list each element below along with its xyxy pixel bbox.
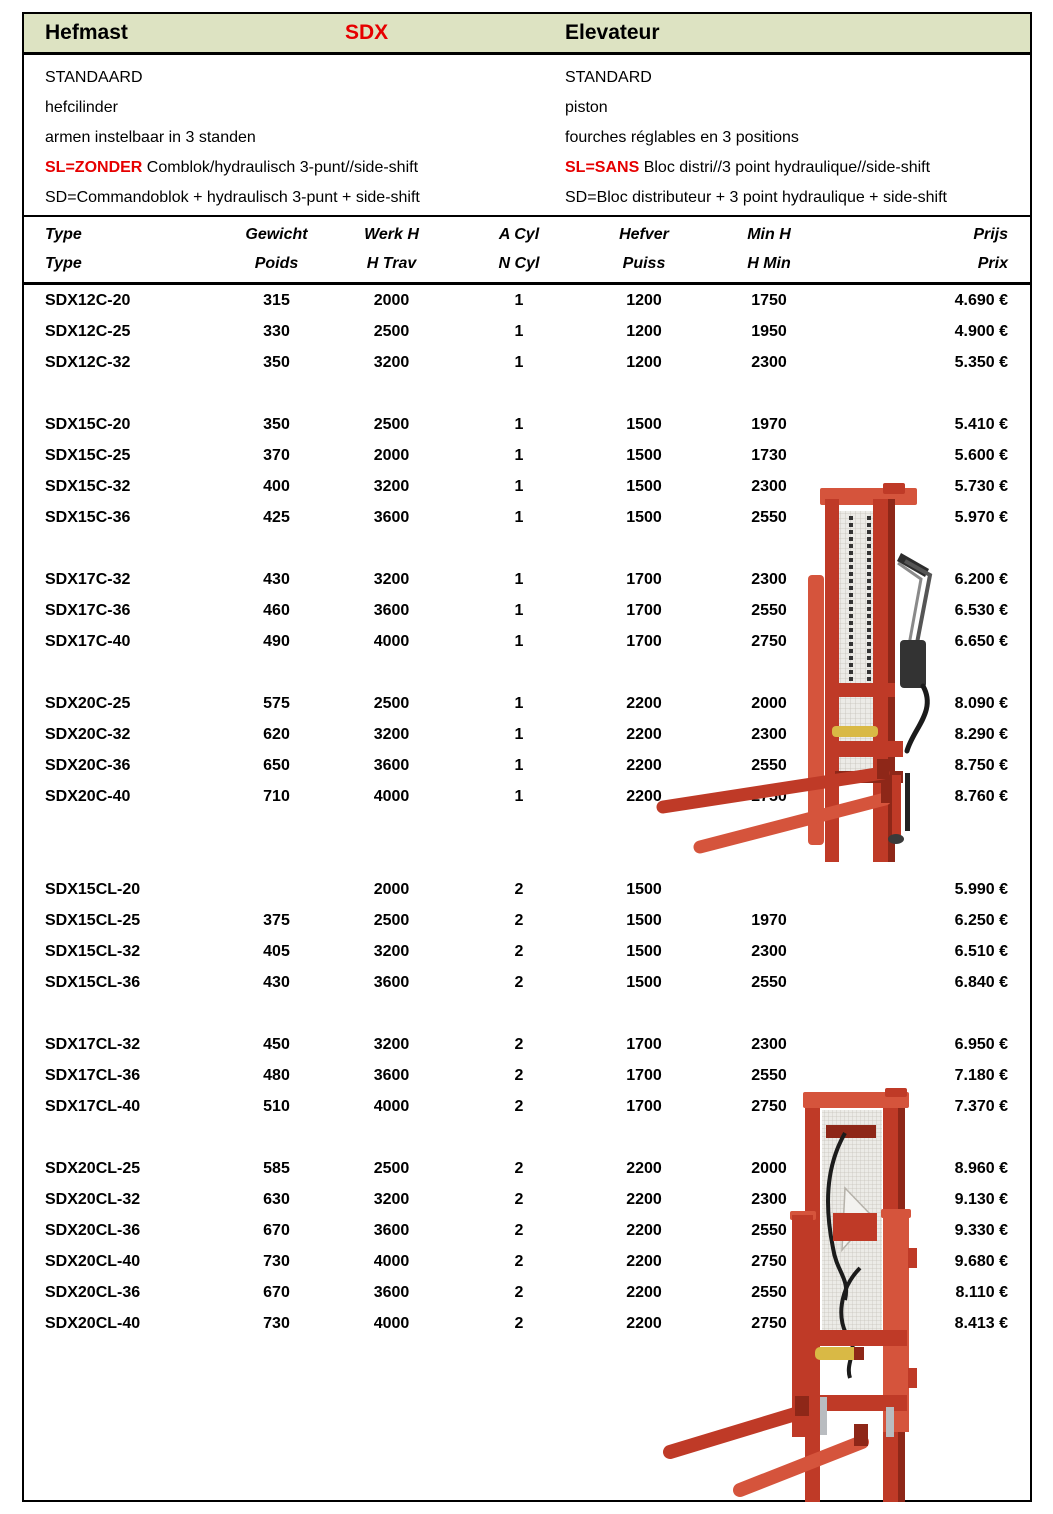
type-cell: SDX20CL-36	[45, 1283, 141, 1301]
title-sdx: SDX	[345, 21, 389, 44]
hefver-cell: 1700	[626, 570, 662, 588]
type-cell: SDX15C-32	[45, 477, 131, 495]
acyl-cell: 1	[514, 756, 524, 774]
table-row	[24, 967, 1030, 998]
acyl-cell: 2	[514, 942, 524, 960]
type-cell: SDX20CL-40	[45, 1314, 141, 1332]
desc-fr: piston	[565, 99, 608, 116]
description-fr	[565, 129, 1030, 147]
minh-cell: 1950	[751, 322, 787, 340]
acyl-cell: 1	[514, 570, 524, 588]
minh-cell: 2550	[751, 1221, 787, 1239]
minh-cell: 2300	[751, 353, 787, 371]
col-header-label: Prix	[977, 254, 1008, 272]
minh-cell: 1970	[751, 911, 787, 929]
col-header-label: N Cyl	[498, 254, 540, 272]
prijs-cell: 4.900 €	[954, 322, 1008, 340]
description-row	[24, 63, 1030, 93]
col-head-line2	[24, 249, 1030, 278]
gewicht-cell: 450	[263, 1035, 290, 1053]
prijs-cell: 5.990 €	[954, 880, 1008, 898]
werkh-cell: 3600	[373, 1283, 410, 1301]
type-cell: SDX20CL-40	[45, 1252, 141, 1270]
description-fr	[565, 69, 1030, 87]
table-row	[24, 316, 1030, 347]
description-nl	[45, 189, 565, 207]
acyl-cell: 1	[514, 632, 524, 650]
werkh-cell: 3200	[373, 477, 410, 495]
type-cell: SDX15C-25	[45, 446, 131, 464]
type-cell: SDX20C-32	[45, 725, 131, 743]
table-row	[24, 1246, 1030, 1277]
desc-fr: fourches réglables en 3 positions	[565, 129, 799, 146]
spacer-row	[24, 657, 1030, 688]
type-cell: SDX17CL-36	[45, 1066, 141, 1084]
type-cell: SDX15CL-36	[45, 973, 141, 991]
col-header-label: Type	[45, 225, 82, 243]
desc-fr-red: SL=SANS	[565, 159, 640, 176]
desc-nl-red: SL=ZONDER	[45, 159, 143, 176]
acyl-cell: 2	[514, 1283, 524, 1301]
desc-nl: hefcilinder	[45, 99, 118, 116]
prijs-cell: 7.370 €	[954, 1097, 1008, 1115]
prijs-cell: 8.760 €	[954, 787, 1008, 805]
hefver-cell: 2200	[626, 1190, 662, 1208]
minh-cell: 2550	[751, 973, 787, 991]
hefver-cell: 1700	[626, 1097, 662, 1115]
type-cell: SDX15C-36	[45, 508, 131, 526]
hefver-cell: 2200	[626, 694, 662, 712]
minh-cell: 2750	[751, 1314, 787, 1332]
minh-cell: 1970	[751, 415, 787, 433]
prijs-cell: 6.250 €	[954, 911, 1008, 929]
prijs-cell: 5.730 €	[954, 477, 1008, 495]
hefver-cell: 1700	[626, 601, 662, 619]
minh-cell: 2550	[751, 756, 787, 774]
gewicht-cell: 480	[263, 1066, 290, 1084]
description-fr	[565, 99, 1030, 117]
col-header-label: A Cyl	[498, 225, 540, 243]
prijs-cell: 5.600 €	[954, 446, 1008, 464]
minh-cell: 2300	[751, 570, 787, 588]
werkh-cell: 3600	[373, 508, 410, 526]
prijs-cell: 8.413 €	[954, 1314, 1008, 1332]
col-header-label: Type	[45, 254, 82, 272]
gewicht-cell: 330	[263, 322, 290, 340]
gewicht-cell: 670	[263, 1221, 290, 1239]
description-fr	[565, 189, 1030, 207]
minh-cell: 2750	[751, 1097, 787, 1115]
table-row	[24, 936, 1030, 967]
desc-fr: Bloc distri//3 point hydraulique//side-shift	[639, 159, 931, 176]
table-row	[24, 781, 1030, 812]
gewicht-cell: 430	[263, 973, 290, 991]
description-row	[24, 93, 1030, 123]
werkh-cell: 2000	[373, 291, 410, 309]
table-row	[24, 688, 1030, 719]
prijs-cell: 6.530 €	[954, 601, 1008, 619]
hefver-cell: 2200	[626, 1221, 662, 1239]
acyl-cell: 1	[514, 353, 524, 371]
acyl-cell: 1	[514, 787, 524, 805]
type-cell: SDX20C-36	[45, 756, 131, 774]
type-cell: SDX17CL-32	[45, 1035, 141, 1053]
table-row	[24, 905, 1030, 936]
hefver-cell: 2200	[626, 787, 662, 805]
gewicht-cell: 400	[263, 477, 290, 495]
minh-cell: 1730	[751, 446, 787, 464]
prijs-cell: 8.750 €	[954, 756, 1008, 774]
werkh-cell: 3600	[373, 1221, 410, 1239]
acyl-cell: 2	[514, 1159, 524, 1177]
hefver-cell: 1500	[626, 911, 662, 929]
werkh-cell: 4000	[373, 1314, 410, 1332]
hefver-cell: 1500	[626, 477, 662, 495]
table-row	[24, 626, 1030, 657]
acyl-cell: 1	[514, 291, 524, 309]
werkh-cell: 2500	[373, 415, 410, 433]
prijs-cell: 9.680 €	[954, 1252, 1008, 1270]
type-cell: SDX12C-25	[45, 322, 131, 340]
acyl-cell: 2	[514, 1066, 524, 1084]
minh-cell: 2300	[751, 725, 787, 743]
prijs-cell: 5.410 €	[954, 415, 1008, 433]
werkh-cell: 4000	[373, 1252, 410, 1270]
type-cell: SDX15CL-25	[45, 911, 141, 929]
gewicht-cell: 490	[263, 632, 290, 650]
acyl-cell: 2	[514, 1252, 524, 1270]
hefver-cell: 1200	[626, 291, 662, 309]
prijs-cell: 9.330 €	[954, 1221, 1008, 1239]
table-row	[24, 440, 1030, 471]
title-hefmast: Hefmast	[45, 21, 128, 44]
col-head-line1	[24, 220, 1030, 249]
type-cell: SDX12C-20	[45, 291, 131, 309]
table-row	[24, 1153, 1030, 1184]
description-nl	[45, 99, 565, 117]
hefver-cell: 1500	[626, 508, 662, 526]
acyl-cell: 2	[514, 911, 524, 929]
werkh-cell: 4000	[373, 632, 410, 650]
spacer-row	[24, 1122, 1030, 1153]
werkh-cell: 3200	[373, 725, 410, 743]
description-nl	[45, 129, 565, 147]
description-section	[24, 55, 1030, 215]
col-header-label: H Trav	[366, 254, 417, 272]
desc-nl: armen instelbaar in 3 standen	[45, 129, 256, 146]
col-header-label: Prijs	[973, 225, 1008, 243]
column-header	[24, 215, 1030, 285]
type-cell: SDX20CL-25	[45, 1159, 141, 1177]
werkh-cell: 2500	[373, 1159, 410, 1177]
acyl-cell: 2	[514, 880, 524, 898]
table-row	[24, 285, 1030, 316]
hefver-cell: 1700	[626, 632, 662, 650]
acyl-cell: 1	[514, 322, 524, 340]
werkh-cell: 3200	[373, 570, 410, 588]
type-cell: SDX15CL-20	[45, 880, 141, 898]
minh-cell: 1750	[751, 291, 787, 309]
minh-cell: 2300	[751, 477, 787, 495]
col-header-label: Gewicht	[245, 225, 308, 243]
gewicht-cell: 670	[263, 1283, 290, 1301]
table-row	[24, 1215, 1030, 1246]
hefver-cell: 2200	[626, 1283, 662, 1301]
acyl-cell: 1	[514, 508, 524, 526]
acyl-cell: 2	[514, 1221, 524, 1239]
hefver-cell: 1200	[626, 353, 662, 371]
hefver-cell: 2200	[626, 1159, 662, 1177]
prijs-cell: 6.510 €	[954, 942, 1008, 960]
acyl-cell: 1	[514, 694, 524, 712]
desc-fr: STANDARD	[565, 69, 652, 86]
table-row	[24, 347, 1030, 378]
hefver-cell: 1700	[626, 1066, 662, 1084]
prijs-cell: 5.350 €	[954, 353, 1008, 371]
minh-cell: 2550	[751, 1283, 787, 1301]
table-row	[24, 409, 1030, 440]
type-cell: SDX15C-20	[45, 415, 131, 433]
minh-cell: 2550	[751, 601, 787, 619]
werkh-cell: 3600	[373, 1066, 410, 1084]
table-row	[24, 874, 1030, 905]
table-row	[24, 1184, 1030, 1215]
gewicht-cell: 510	[263, 1097, 290, 1115]
minh-cell: 2550	[751, 508, 787, 526]
prijs-cell: 8.960 €	[954, 1159, 1008, 1177]
minh-cell: 2750	[751, 1252, 787, 1270]
spacer-row	[24, 378, 1030, 409]
acyl-cell: 2	[514, 1035, 524, 1053]
acyl-cell: 1	[514, 601, 524, 619]
minh-cell: 2000	[751, 1159, 787, 1177]
type-cell: SDX17C-32	[45, 570, 131, 588]
werkh-cell: 3600	[373, 756, 410, 774]
gewicht-cell: 460	[263, 601, 290, 619]
gewicht-cell: 585	[263, 1159, 290, 1177]
acyl-cell: 2	[514, 973, 524, 991]
gewicht-cell: 350	[263, 415, 290, 433]
table-row	[24, 1091, 1030, 1122]
acyl-cell: 2	[514, 1190, 524, 1208]
table-row	[24, 1308, 1030, 1339]
minh-cell: 2750	[751, 632, 787, 650]
type-cell: SDX17C-40	[45, 632, 131, 650]
col-header-label: Poids	[254, 254, 299, 272]
gewicht-cell: 630	[263, 1190, 290, 1208]
werkh-cell: 2000	[373, 880, 410, 898]
prijs-cell: 6.650 €	[954, 632, 1008, 650]
gewicht-cell: 405	[263, 942, 290, 960]
desc-nl: Comblok/hydraulisch 3-punt//side-shift	[142, 159, 419, 176]
werkh-cell: 4000	[373, 1097, 410, 1115]
gewicht-cell: 575	[263, 694, 290, 712]
prijs-cell: 6.950 €	[954, 1035, 1008, 1053]
prijs-cell: 8.110 €	[955, 1283, 1008, 1301]
table-row	[24, 471, 1030, 502]
hefver-cell: 1200	[626, 322, 662, 340]
werkh-cell: 3200	[373, 942, 410, 960]
gewicht-cell: 730	[263, 1314, 290, 1332]
minh-cell: 2550	[751, 1066, 787, 1084]
col-header-label: Min H	[747, 225, 791, 243]
prijs-cell: 6.200 €	[954, 570, 1008, 588]
acyl-cell: 2	[514, 1097, 524, 1115]
table-row	[24, 750, 1030, 781]
prijs-cell: 6.840 €	[954, 973, 1008, 991]
prijs-cell: 4.690 €	[954, 291, 1008, 309]
acyl-cell: 1	[514, 446, 524, 464]
description-nl	[45, 159, 565, 177]
data-rows	[24, 285, 1030, 1339]
type-cell: SDX20CL-32	[45, 1190, 141, 1208]
col-header-label: Hefver	[619, 225, 669, 243]
description-row	[24, 123, 1030, 153]
type-cell: SDX12C-32	[45, 353, 131, 371]
hefver-cell: 2200	[626, 725, 662, 743]
gewicht-cell: 375	[263, 911, 290, 929]
type-cell: SDX17C-36	[45, 601, 131, 619]
gewicht-cell: 730	[263, 1252, 290, 1270]
prijs-cell: 8.290 €	[954, 725, 1008, 743]
gewicht-cell: 370	[263, 446, 290, 464]
acyl-cell: 1	[514, 415, 524, 433]
werkh-cell: 2500	[373, 694, 410, 712]
minh-cell: 2300	[751, 942, 787, 960]
minh-cell: 2000	[751, 694, 787, 712]
werkh-cell: 3600	[373, 973, 410, 991]
table-row	[24, 719, 1030, 750]
prijs-cell: 8.090 €	[954, 694, 1008, 712]
werkh-cell: 2000	[373, 446, 410, 464]
spacer-row	[24, 812, 1030, 843]
werkh-cell: 3200	[373, 353, 410, 371]
minh-cell: 2300	[751, 1035, 787, 1053]
gewicht-cell: 350	[263, 353, 290, 371]
type-cell: SDX15CL-32	[45, 942, 141, 960]
table-row	[24, 1029, 1030, 1060]
hefver-cell: 1700	[626, 1035, 662, 1053]
spacer-row	[24, 843, 1030, 874]
acyl-cell: 1	[514, 725, 524, 743]
table-row	[24, 564, 1030, 595]
gewicht-cell: 650	[263, 756, 290, 774]
col-header-label: Werk H	[364, 225, 419, 243]
desc-fr: SD=Bloc distributeur + 3 point hydraulique + side-shift	[565, 189, 947, 206]
gewicht-cell: 425	[263, 508, 290, 526]
hefver-cell: 2200	[626, 756, 662, 774]
minh-cell: 2300	[751, 1190, 787, 1208]
werkh-cell: 4000	[373, 787, 410, 805]
description-row	[24, 183, 1030, 213]
description-nl	[45, 69, 565, 87]
prijs-cell: 9.130 €	[954, 1190, 1008, 1208]
acyl-cell: 2	[514, 1314, 524, 1332]
werkh-cell: 2500	[373, 911, 410, 929]
type-cell: SDX20CL-36	[45, 1221, 141, 1239]
table-row	[24, 1277, 1030, 1308]
hefver-cell: 1500	[626, 415, 662, 433]
werkh-cell: 3200	[373, 1035, 410, 1053]
gewicht-cell: 315	[263, 291, 290, 309]
title-elevateur: Elevateur	[565, 21, 660, 44]
col-header-label: Puiss	[622, 254, 666, 272]
spacer-row	[24, 533, 1030, 564]
description-row	[24, 153, 1030, 183]
gewicht-cell: 620	[263, 725, 290, 743]
werkh-cell: 3200	[373, 1190, 410, 1208]
description-fr	[565, 159, 1030, 177]
table-row	[24, 1060, 1030, 1091]
werkh-cell: 3600	[373, 601, 410, 619]
hefver-cell: 1500	[626, 973, 662, 991]
prijs-cell: 5.970 €	[954, 508, 1008, 526]
hefver-cell: 1500	[626, 880, 662, 898]
hefver-cell: 1500	[626, 942, 662, 960]
table-row	[24, 595, 1030, 626]
werkh-cell: 2500	[373, 322, 410, 340]
desc-nl: SD=Commandoblok + hydraulisch 3-punt + side-shift	[45, 189, 420, 206]
gewicht-cell: 710	[263, 787, 290, 805]
type-cell: SDX17CL-40	[45, 1097, 141, 1115]
type-cell: SDX20C-25	[45, 694, 131, 712]
table-row	[24, 502, 1030, 533]
hefver-cell: 2200	[626, 1252, 662, 1270]
hefver-cell: 1500	[626, 446, 662, 464]
spacer-row	[24, 998, 1030, 1029]
col-header-label: H Min	[747, 254, 791, 272]
type-cell: SDX20C-40	[45, 787, 131, 805]
prijs-cell: 7.180 €	[954, 1066, 1008, 1084]
gewicht-cell: 430	[263, 570, 290, 588]
price-list-table	[22, 12, 1032, 1502]
desc-nl: STANDAARD	[45, 69, 143, 86]
acyl-cell: 1	[514, 477, 524, 495]
minh-cell: 2750	[751, 787, 787, 805]
title-band	[24, 14, 1030, 55]
hefver-cell: 2200	[626, 1314, 662, 1332]
